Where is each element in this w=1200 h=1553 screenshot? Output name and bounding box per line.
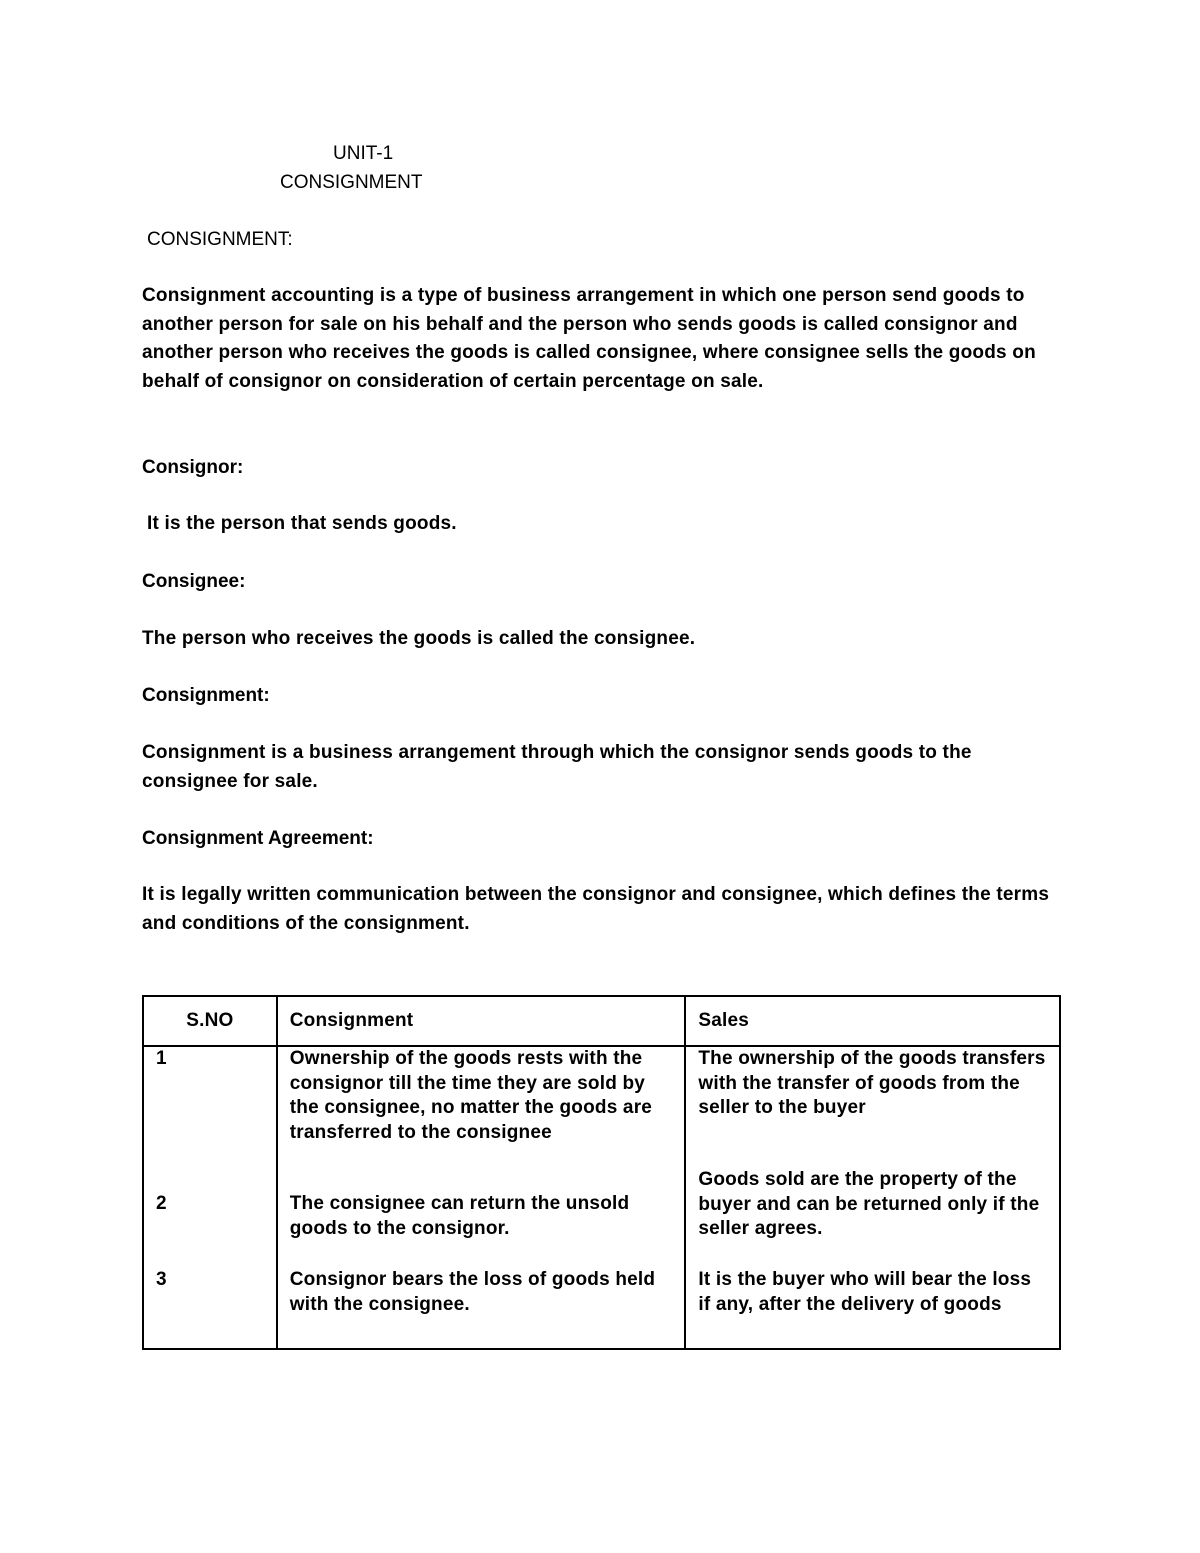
consignment-heading: Consignment:: [142, 685, 270, 706]
cell-sales: The ownership of the goods transfers with the transfer of goods from the seller to the buyer: [685, 1046, 1060, 1168]
table-row: [143, 1168, 1060, 1268]
table-row: [143, 1268, 1060, 1349]
agreement-paragraph: It is legally written communication between the consignor and consignee, which defines the terms and conditions of the consignment.: [142, 884, 1050, 934]
cell-consignment: Ownership of the goods rests with the consignor till the time they are sold by the consignee, no matter the goods are transferred to the consignee: [277, 1046, 686, 1168]
table-header-row: [143, 996, 1060, 1046]
cell-consignment: Consignor bears the loss of goods held with the consignee.: [277, 1268, 686, 1349]
header-consignment: Consignment: [277, 996, 686, 1046]
cell-sno: [143, 1168, 277, 1268]
cell-consignment: [277, 1168, 686, 1268]
consignee-heading: Consignee:: [142, 571, 246, 592]
cell-consignment-text: The consignee can return the unsold goods to the consignor.: [289, 1193, 630, 1239]
intro-paragraph: Consignment accounting is a type of business arrangement in which one person send goods to another person for sale on his behalf and the person who sends goods is called consignor and another person who receives the goods is called consignee, where consignee sells the goods on behalf of consignor on consideration of certain percentage on sale.: [142, 285, 1036, 392]
document-title: CONSIGNMENT: [280, 172, 423, 193]
intro-heading: CONSIGNMENT:: [147, 229, 293, 250]
agreement-heading: Consignment Agreement:: [142, 828, 374, 849]
consignment-paragraph: Consignment is a business arrangement through which the consignor sends goods to the consignee for sale.: [142, 742, 972, 792]
header-sno: S.NO: [143, 996, 277, 1046]
cell-sales: Goods sold are the property of the buyer and can be returned only if the seller agrees.: [685, 1168, 1060, 1268]
comparison-table: [142, 995, 1061, 1350]
unit-title: UNIT-1: [333, 143, 394, 164]
header-sales: Sales: [685, 996, 1060, 1046]
table-row: [143, 1046, 1060, 1168]
consignor-heading: Consignor:: [142, 457, 244, 478]
cell-sno: 1: [143, 1046, 277, 1168]
cell-sales: It is the buyer who will bear the loss if any, after the delivery of goods: [685, 1268, 1060, 1349]
consignee-paragraph: The person who receives the goods is called the consignee.: [142, 628, 696, 649]
cell-sno-text: 2: [156, 1193, 167, 1214]
consignor-paragraph: It is the person that sends goods.: [147, 513, 457, 534]
cell-sno: 3: [143, 1268, 277, 1349]
